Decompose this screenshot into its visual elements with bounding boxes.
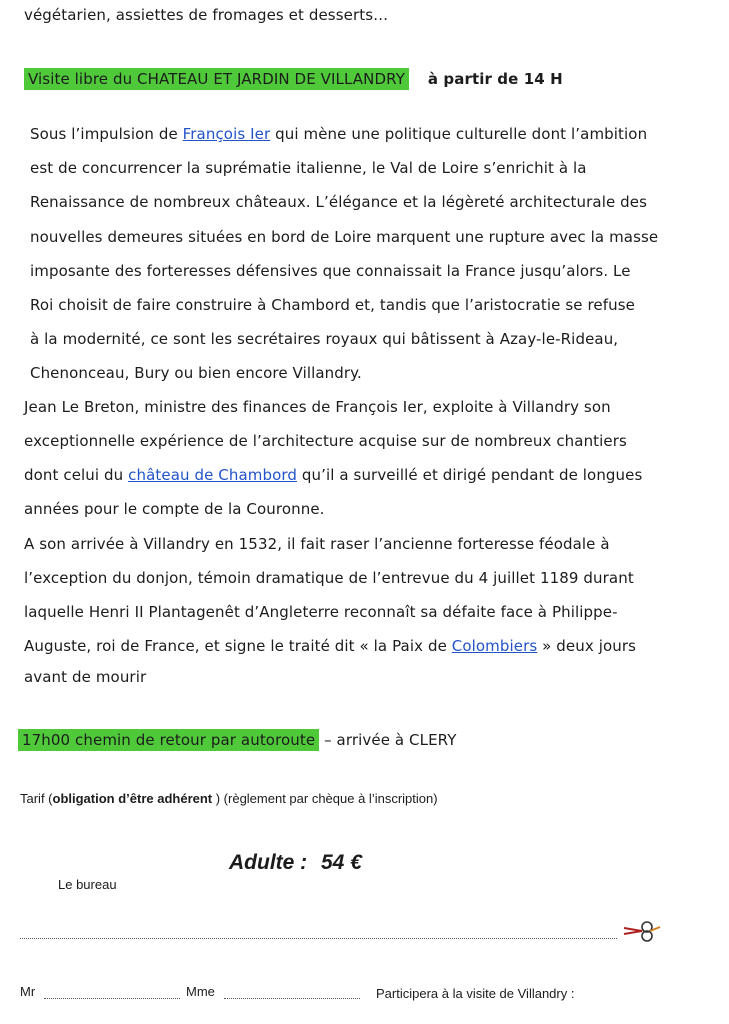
- para2-line4: années pour le compte de la Couronne.: [24, 500, 325, 518]
- text: Sous l’impulsion de: [30, 125, 183, 143]
- text: Tarif (: [20, 791, 53, 806]
- francois-ier-link[interactable]: François Ier: [182, 125, 271, 143]
- text: » deux jours: [537, 637, 637, 655]
- form-participation: Participera à la visite de Villandry :: [376, 986, 575, 1001]
- mme-field[interactable]: [224, 998, 360, 999]
- text: Auguste, roi de France, et signe le traité dit « la Paix de: [24, 637, 452, 655]
- form-mr-label: Mr: [20, 984, 36, 999]
- visit-heading: [24, 70, 563, 88]
- scissors-icon: [620, 918, 662, 944]
- colombiers-link[interactable]: Colombiers: [451, 637, 538, 655]
- para2-line3: [24, 466, 642, 484]
- text: ) (règlement par chèque à l’inscription): [212, 791, 438, 806]
- text: qu’il a surveillé et dirigé pendant de longues: [297, 466, 643, 484]
- dotted-separator: [20, 938, 617, 939]
- para3-line3: laquelle Henri II Plantagenêt d’Angleterre reconnaît sa défaite face à Philippe-: [24, 603, 618, 621]
- intro-line: végétarien, assiettes de fromages et desserts…: [24, 6, 389, 24]
- para1-line2: est de concurrencer la suprématie italienne, le Val de Loire s’enrichit à la: [30, 159, 587, 177]
- text: dont celui du: [24, 466, 129, 484]
- price-label: Adulte :: [229, 851, 308, 874]
- return-highlight: 17h00 chemin de retour par autoroute: [18, 729, 319, 751]
- para3-line4: [24, 637, 636, 655]
- price-line: [229, 851, 362, 875]
- return-arrival: – arrivée à CLERY: [319, 731, 457, 749]
- return-line: [18, 731, 456, 749]
- para1-line8: Chenonceau, Bury ou bien encore Villandry.: [30, 364, 362, 382]
- para1-line4: nouvelles demeures situées en bord de Loire marquent une rupture avec la masse: [30, 228, 659, 246]
- mr-field[interactable]: [44, 998, 180, 999]
- para2-line2: exceptionnelle expérience de l’architecture acquise sur de nombreux chantiers: [24, 432, 627, 450]
- para3-line1: A son arrivée à Villandry en 1532, il fait raser l’ancienne forteresse féodale à: [24, 535, 610, 553]
- para2-line1: Jean Le Breton, ministre des finances de François Ier, exploite à Villandry son: [24, 398, 611, 416]
- para1-line5: imposante des forteresses défensives que connaissait la France jusqu’alors. Le: [30, 262, 631, 280]
- para1-line6: Roi choisit de faire construire à Chambord et, tandis que l’aristocratie se refuse: [30, 296, 635, 314]
- visit-time: à partir de 14 H: [427, 70, 563, 88]
- para1-line1: [30, 125, 647, 143]
- signature: Le bureau: [58, 877, 117, 892]
- tarif-obligation: obligation d’être adhérent: [52, 791, 213, 806]
- tarif-line: [20, 791, 438, 806]
- para1-line3: Renaissance de nombreux châteaux. L’élégance et la légèreté architecturale des: [30, 193, 648, 211]
- visit-highlight: Visite libre du CHATEAU ET JARDIN DE VILLANDRY: [24, 68, 409, 90]
- price-amount: 54 €: [321, 851, 362, 874]
- para1-line7: à la modernité, ce sont les secrétaires royaux qui bâtissent à Azay-le-Rideau,: [30, 330, 619, 348]
- form-mme-label: Mme: [186, 984, 215, 999]
- text: qui mène une politique culturelle dont l’ambition: [270, 125, 648, 143]
- para3-line2: l’exception du donjon, témoin dramatique de l’entrevue du 4 juillet 1189 durant: [24, 569, 634, 587]
- para3-line5: avant de mourir: [24, 668, 147, 686]
- chateau-chambord-link[interactable]: château de Chambord: [128, 466, 297, 484]
